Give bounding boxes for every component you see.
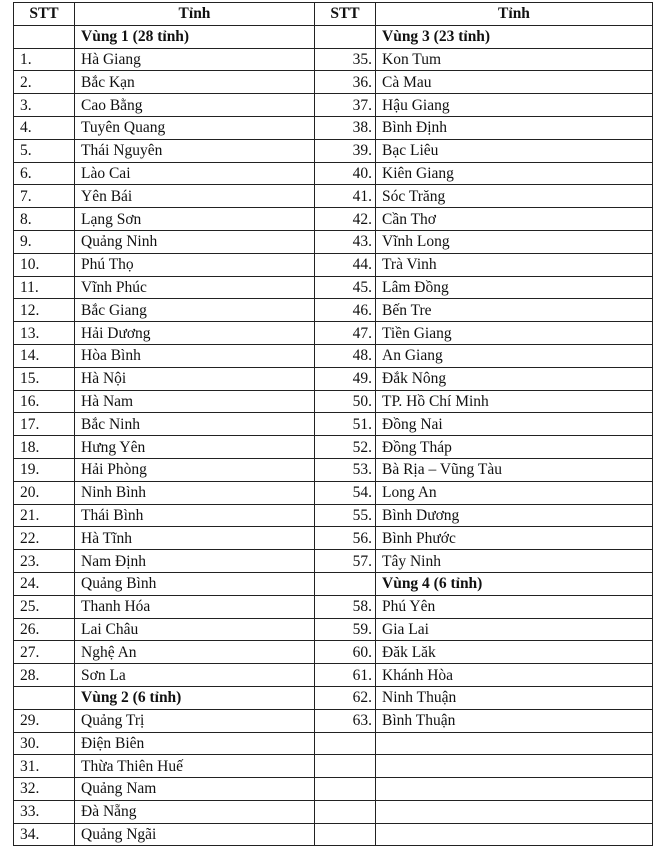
stt-cell: 9. [14,230,75,253]
table-row [14,686,653,709]
province-cell: Cần Thơ [376,208,653,231]
table-body [14,25,653,846]
province-cell: Sóc Trăng [376,185,653,208]
province-cell: Cà Mau [376,71,653,94]
province-cell: Bà Rịa – Vũng Tàu [376,458,653,481]
table-row [14,367,653,390]
stt-cell: 59. [315,618,376,641]
table-row [14,618,653,641]
stt-cell: 12. [14,299,75,322]
province-cell: Lào Cai [75,162,315,185]
province-cell: Khánh Hòa [376,664,653,687]
stt-cell: 22. [14,527,75,550]
table-row [14,595,653,618]
province-cell: Bến Tre [376,299,653,322]
stt-cell: 38. [315,116,376,139]
header-row [14,3,653,26]
stt-cell: 32. [14,778,75,801]
stt-cell: 43. [315,230,376,253]
table-row [14,641,653,664]
province-cell: Yên Bái [75,185,315,208]
province-cell: Nam Định [75,550,315,573]
stt-cell [315,823,376,846]
stt-cell: 10. [14,253,75,276]
stt-cell: 30. [14,732,75,755]
table-row [14,94,653,117]
table-row [14,253,653,276]
province-cell: Sơn La [75,664,315,687]
table-row [14,230,653,253]
table-row [14,732,653,755]
province-cell: Kiên Giang [376,162,653,185]
province-cell: TP. Hồ Chí Minh [376,390,653,413]
province-cell: Thừa Thiên Huế [75,755,315,778]
region-header-cell: Vùng 4 (6 tỉnh) [376,572,653,595]
table-row [14,299,653,322]
stt-cell: 18. [14,436,75,459]
stt-cell: 56. [315,527,376,550]
province-cell: Vĩnh Long [376,230,653,253]
province-cell: Quảng Bình [75,572,315,595]
province-cell: Hà Nam [75,390,315,413]
stt-cell: 37. [315,94,376,117]
stt-cell: 3. [14,94,75,117]
table-row [14,481,653,504]
stt-cell: 39. [315,139,376,162]
stt-cell: 48. [315,344,376,367]
stt-cell: 53. [315,458,376,481]
table-row [14,48,653,71]
stt-cell: 58. [315,595,376,618]
province-cell: Hậu Giang [376,94,653,117]
province-cell: Quảng Ngãi [75,823,315,846]
table-row [14,778,653,801]
table-row [14,344,653,367]
province-cell: Quảng Nam [75,778,315,801]
province-cell [376,778,653,801]
stt-cell: 62. [315,686,376,709]
table-row [14,436,653,459]
province-cell: Hà Nội [75,367,315,390]
stt-cell: 26. [14,618,75,641]
province-cell: Bình Dương [376,504,653,527]
province-cell [376,823,653,846]
header-stt-left: STT [14,3,75,26]
province-cell: Lai Châu [75,618,315,641]
stt-cell: 7. [14,185,75,208]
stt-cell: 1. [14,48,75,71]
province-cell: Vĩnh Phúc [75,276,315,299]
stt-cell [315,572,376,595]
stt-cell: 24. [14,572,75,595]
stt-cell [14,686,75,709]
region-header-cell: Vùng 1 (28 tỉnh) [75,25,315,48]
province-cell: Thái Bình [75,504,315,527]
province-cell: Bình Phước [376,527,653,550]
stt-cell: 49. [315,367,376,390]
table-row [14,71,653,94]
stt-cell: 25. [14,595,75,618]
stt-cell: 34. [14,823,75,846]
table-row [14,322,653,345]
province-cell: Hà Giang [75,48,315,71]
stt-cell: 45. [315,276,376,299]
province-cell: Đồng Nai [376,413,653,436]
province-cell: Lâm Đồng [376,276,653,299]
stt-cell: 36. [315,71,376,94]
province-cell: Đắk Nông [376,367,653,390]
province-cell: Bạc Liêu [376,139,653,162]
province-cell: Phú Thọ [75,253,315,276]
stt-cell [14,25,75,48]
stt-cell: 13. [14,322,75,345]
table-row [14,458,653,481]
table-row [14,709,653,732]
stt-cell: 60. [315,641,376,664]
province-cell [376,800,653,823]
province-cell: Ninh Bình [75,481,315,504]
province-cell: Trà Vinh [376,253,653,276]
stt-cell: 19. [14,458,75,481]
province-cell: Thái Nguyên [75,139,315,162]
province-cell: Cao Bằng [75,94,315,117]
stt-cell: 28. [14,664,75,687]
stt-cell: 47. [315,322,376,345]
province-cell: Quảng Trị [75,709,315,732]
province-cell: Bình Thuận [376,709,653,732]
stt-cell: 29. [14,709,75,732]
stt-cell: 8. [14,208,75,231]
header-tinh-right: Tỉnh [376,3,653,26]
province-cell: Hải Dương [75,322,315,345]
stt-cell: 63. [315,709,376,732]
stt-cell [315,732,376,755]
province-cell: Ninh Thuận [376,686,653,709]
stt-cell [315,25,376,48]
stt-cell [315,778,376,801]
table-row [14,185,653,208]
stt-cell: 23. [14,550,75,573]
province-cell: Bắc Ninh [75,413,315,436]
province-cell: Quảng Ninh [75,230,315,253]
stt-cell: 42. [315,208,376,231]
province-cell: Hưng Yên [75,436,315,459]
stt-cell: 35. [315,48,376,71]
province-cell: Kon Tum [376,48,653,71]
province-cell: Đà Nẵng [75,800,315,823]
stt-cell: 11. [14,276,75,299]
province-cell: Gia Lai [376,618,653,641]
stt-cell: 61. [315,664,376,687]
table-row [14,800,653,823]
province-cell [376,732,653,755]
stt-cell: 16. [14,390,75,413]
table-row [14,139,653,162]
table-row [14,550,653,573]
stt-cell: 2. [14,71,75,94]
province-cell: Đăk Lăk [376,641,653,664]
province-cell [376,755,653,778]
table-row [14,413,653,436]
province-cell: Lạng Sơn [75,208,315,231]
stt-cell: 27. [14,641,75,664]
table-row [14,162,653,185]
province-cell: An Giang [376,344,653,367]
table-row [14,755,653,778]
stt-cell: 55. [315,504,376,527]
table-row [14,823,653,846]
table-row [14,208,653,231]
table-row [14,25,653,48]
stt-cell: 4. [14,116,75,139]
stt-cell: 54. [315,481,376,504]
table-row [14,664,653,687]
province-cell: Long An [376,481,653,504]
region-header-cell: Vùng 3 (23 tỉnh) [376,25,653,48]
province-cell: Tiền Giang [376,322,653,345]
region-header-cell: Vùng 2 (6 tỉnh) [75,686,315,709]
province-cell: Bắc Giang [75,299,315,322]
table-row [14,527,653,550]
stt-cell: 6. [14,162,75,185]
province-cell: Hòa Bình [75,344,315,367]
stt-cell: 20. [14,481,75,504]
stt-cell: 5. [14,139,75,162]
table-row [14,390,653,413]
stt-cell: 44. [315,253,376,276]
stt-cell: 31. [14,755,75,778]
stt-cell: 15. [14,367,75,390]
province-cell: Đồng Tháp [376,436,653,459]
stt-cell [315,800,376,823]
province-cell: Thanh Hóa [75,595,315,618]
stt-cell: 52. [315,436,376,459]
stt-cell: 21. [14,504,75,527]
stt-cell: 14. [14,344,75,367]
header-tinh-left: Tỉnh [75,3,315,26]
province-region-table [13,2,653,846]
stt-cell [315,755,376,778]
province-cell: Hà Tĩnh [75,527,315,550]
province-cell: Bắc Kạn [75,71,315,94]
stt-cell: 40. [315,162,376,185]
header-stt-right: STT [315,3,376,26]
province-table-sheet [13,2,652,847]
table-row [14,116,653,139]
table-row [14,504,653,527]
stt-cell: 51. [315,413,376,436]
province-cell: Nghệ An [75,641,315,664]
province-cell: Phú Yên [376,595,653,618]
table-row [14,276,653,299]
stt-cell: 17. [14,413,75,436]
province-cell: Bình Định [376,116,653,139]
stt-cell: 41. [315,185,376,208]
province-cell: Hải Phòng [75,458,315,481]
province-cell: Tuyên Quang [75,116,315,139]
table-row [14,572,653,595]
stt-cell: 46. [315,299,376,322]
province-cell: Tây Ninh [376,550,653,573]
stt-cell: 50. [315,390,376,413]
stt-cell: 33. [14,800,75,823]
province-cell: Điện Biên [75,732,315,755]
stt-cell: 57. [315,550,376,573]
